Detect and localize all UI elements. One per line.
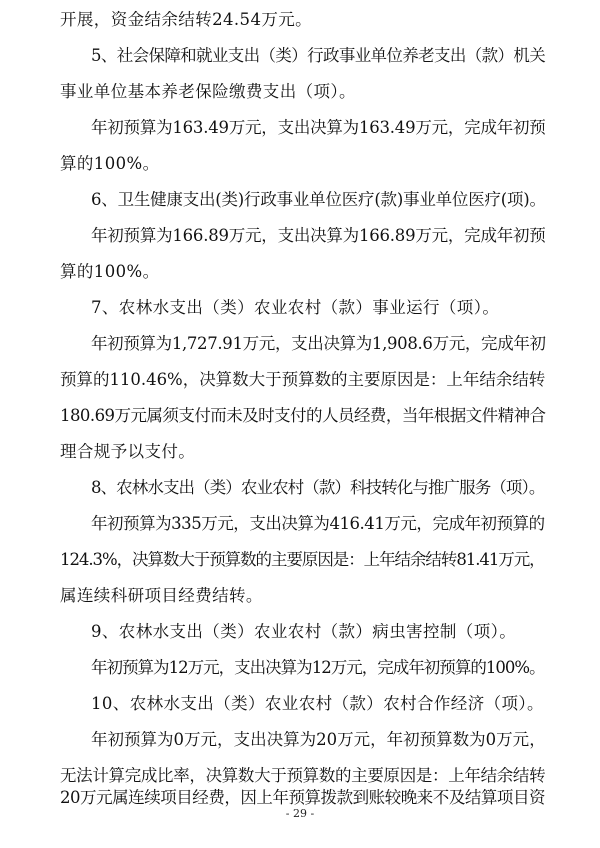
paragraph-line: 年初预算为163.49万元，支出决算为163.49万元，完成年初预 bbox=[91, 118, 546, 137]
section-heading: 9、农林水支出（类）农业农村（款）病虫害控制（项）。 bbox=[91, 622, 517, 641]
section-heading: 8、农林水支出（类）农业农村（款）科技转化与推广服务（项）。 bbox=[91, 478, 545, 497]
page-number: - 29 - bbox=[285, 807, 315, 820]
paragraph-line: 年初预算为335万元，支出决算为416.41万元，完成年初预算的 bbox=[91, 514, 545, 533]
paragraph-line: 年初预算为1,727.91万元，支出决算为1,908.6万元，完成年初 bbox=[91, 334, 546, 353]
paragraph-line: 20万元属连续项目经费，因上年预算拨款到账较晚来不及结算项目资 bbox=[60, 788, 546, 807]
paragraph-line: 属连续科研项目经费结转。 bbox=[60, 586, 263, 605]
paragraph-line: 事业单位基本养老保险缴费支出（项）。 bbox=[60, 82, 356, 101]
section-heading: 10、农林水支出（类）农业农村（款）农村合作经济（项）。 bbox=[91, 694, 544, 713]
paragraph-line: 年初预算为12万元，支出决算为12万元，完成年初预算的100%。 bbox=[91, 658, 545, 677]
section-heading: 6、卫生健康支出(类)行政事业单位医疗(款)事业单位医疗(项)。 bbox=[91, 190, 546, 209]
paragraph-line: 预算的110.46%，决算数大于预算数的主要原因是：上年结余结转 bbox=[60, 370, 546, 389]
paragraph-line: 无法计算完成比率，决算数大于预算数的主要原因是：上年结余结转 bbox=[60, 766, 546, 785]
paragraph-line: 年初预算为0万元，支出决算为20万元，年初预算数为0万元， bbox=[91, 730, 546, 749]
paragraph-line: 开展，资金结余结转24.54万元。 bbox=[60, 10, 313, 29]
paragraph-line: 理合规予以支付。 bbox=[60, 442, 196, 461]
paragraph-line: 算的100%。 bbox=[60, 262, 160, 281]
paragraph-line: 124.3%，决算数大于预算数的主要原因是：上年结余结转81.41万元， bbox=[60, 550, 545, 569]
paragraph-line: 180.69万元属须支付而未及时支付的人员经费，当年根据文件精神合 bbox=[60, 406, 546, 425]
paragraph-line: 年初预算为166.89万元，支出决算为166.89万元，完成年初预 bbox=[91, 226, 546, 245]
section-heading: 7、农林水支出（类）农业农村（款）事业运行（项）。 bbox=[91, 298, 500, 317]
paragraph-line: 算的100%。 bbox=[60, 154, 160, 173]
section-heading: 5、社会保障和就业支出（类）行政事业单位养老支出（款）机关 bbox=[91, 46, 546, 65]
